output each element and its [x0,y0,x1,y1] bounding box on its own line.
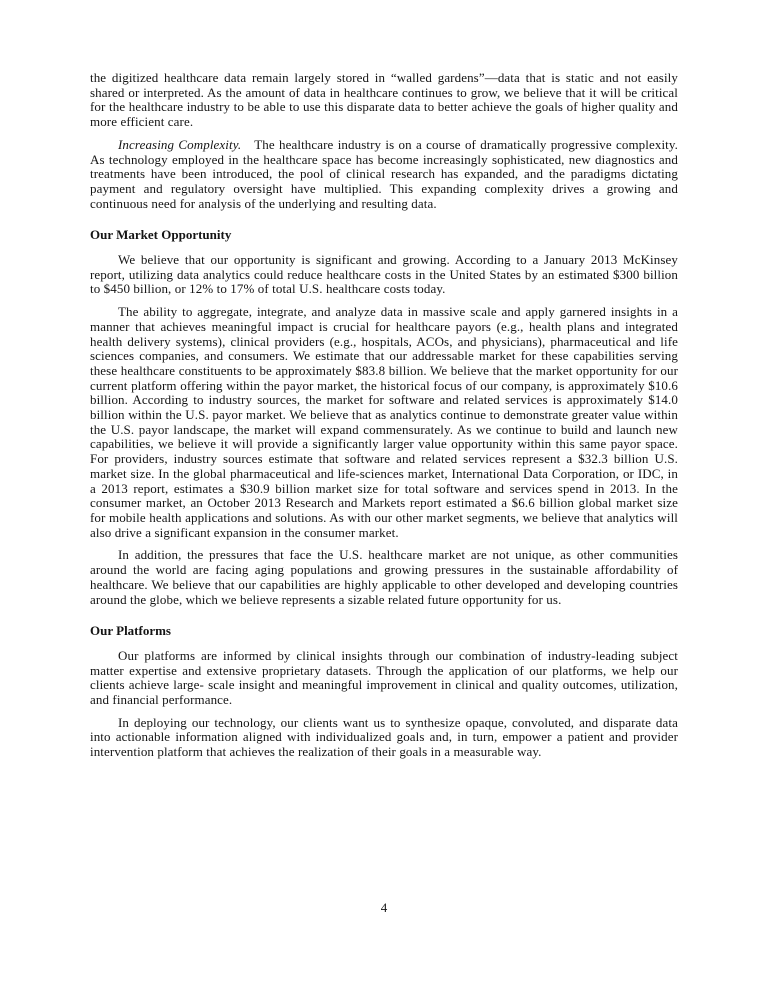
paragraph-increasing-complexity-text: The healthcare industry is on a course of dramatically progressive complexity. As technology employed in the healthcare space has become increasingly sophisticated, new diagnostics and treatments have been introduced, the pool of clinical research has expanded, and the paradigms dictating payment and regulatory oversight have multiplied. This expanding complexity drives a growing and continuous need for analysis of the underlying and resulting data. [90,136,678,211]
paragraph-increasing-complexity [90,138,678,212]
paragraph-platforms-overview: Our platforms are informed by clinical insights through our combination of industry-leading subject matter expertise and extensive proprietary datasets. Through the application of our platforms, we help our clients achieve large- scale insight and meaningful improvement in clinical and quality outcomes, utilization, and financial performance. [90,647,678,708]
paragraph-continuation: the digitized healthcare data remain largely stored in “walled gardens”—data that is static and not easily shared or interpreted. As the amount of data in healthcare continues to grow, we believe that it will be critical for the healthcare industry to be able to use this disparate data to better achieve the goals of higher quality and more efficient care. [90,70,678,130]
page-body [90,71,678,768]
page-number: 4 [380,900,388,915]
heading-market-opportunity: Our Market Opportunity [90,227,232,243]
paragraph-global-pressures: In addition, the pressures that face the U.S. healthcare market are not unique, as other communities around the world are facing aging populations and growing pressures in the sustainable affordability of healthcare. We believe that our capabilities are highly applicable to other developed and developing countries around the globe, which we believe represents a sizable related future opportunity for us. [90,547,678,607]
paragraph-lead-italic: Increasing Complexity. [118,136,242,152]
paragraph-mckinsey-estimate: We believe that our opportunity is significant and growing. According to a January 2013 McKinsey report, utilizing data analytics could reduce healthcare costs in the United States by an estimated $300 billion to $450 billion, or 12% to 17% of total U.S. healthcare costs today. [90,252,678,297]
heading-our-platforms: Our Platforms [90,623,171,639]
paragraph-addressable-market: The ability to aggregate, integrate, and analyze data in massive scale and apply garnered insights in a manner that achieves meaningful impact is crucial for healthcare payors (e.g., health plans and integrated health delivery systems), clinical providers (e.g., hospitals, ACOs, and physicians), pharmaceutical and life sciences companies, and consumers. We estimate that our addressable market for these capabilities serving these healthcare constituents to be approximately $83.8 billion. We believe that the market opportunity for our current platform offering within the payor market, the historical focus of our company, is approximately $10.6 billion. According to industry sources, the market for software and related services is approximately $14.0 billion within the U.S. payor market. We believe that as analytics continue to demonstrate greater value within the U.S. payor landscape, the market will expand commensurately. As we continue to build and launch new capabilities, we believe it will provide a significantly larger value opportunity within this same payor space. For providers, industry sources estimate that software and related services represent a $32.3 billion U.S. market size. In the global pharmaceutical and life-sciences market, International Data Corporation, or IDC, in a 2013 report, estimates a $30.9 billion market size for total software and services spend in 2013. In the consumer market, an October 2013 Research and Markets report estimated a $6.6 billion global market size for mobile health applications and solutions. As with our other market segments, we believe that analytics will also drive a significant expansion in the consumer market. [90,304,678,540]
paragraph-platforms-deployment: In deploying our technology, our clients want us to synthesize opaque, convoluted, and disparate data into actionable information aligned with individualized goals and, in turn, empower a patient and provider intervention platform that achieves the realization of their goals in a measurable way. [90,714,678,760]
